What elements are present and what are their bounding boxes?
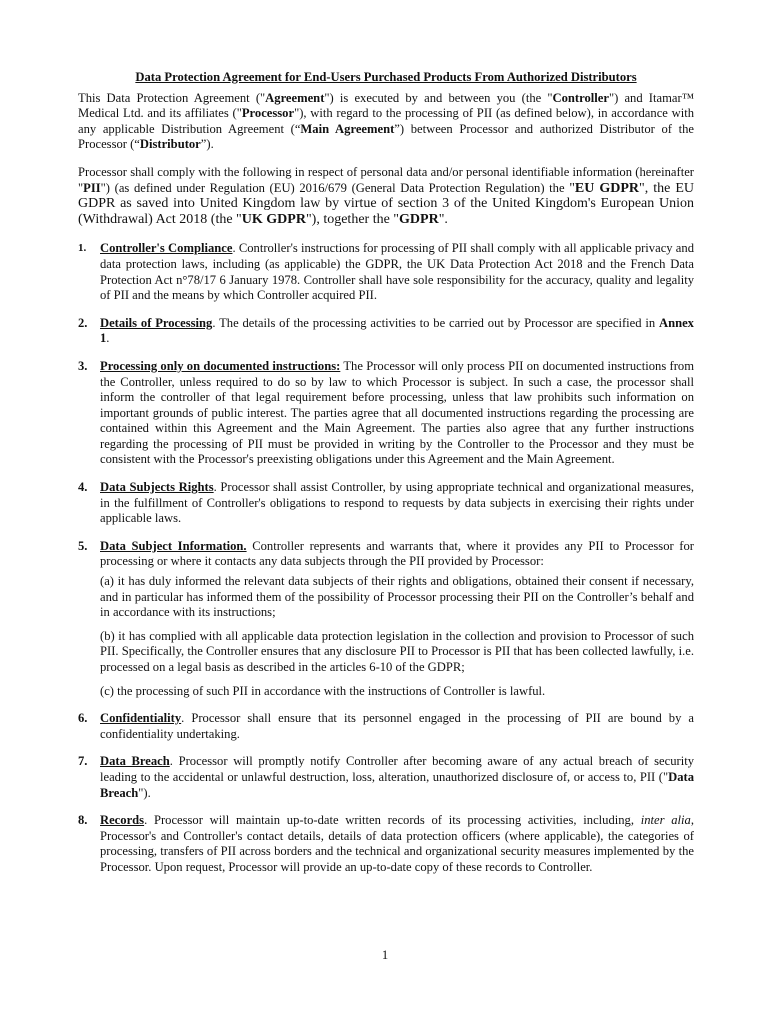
section-text: . Controller's instructions for processing of PII shall comply with all applicable privacy and data protection laws, including (as applicable) the GDPR, the UK Data Protection Act 2018 and the French Data Protection Act n°78/17 6 January 1978. Controller shall have sole responsibility for the accuracy, quality and legality of PII and the means by which Controller acquired PII. bbox=[100, 241, 694, 303]
intro-text: ". bbox=[438, 211, 448, 227]
subclause-b: (b) it has complied with all applicable data protection legislation in the collection and provision to Processor of such PII. Specifically, the Controller ensures that any disclosure PII to Processor is PII that has been collected lawfully, i.e. processed on a legal basis as described in the articles 6-10 of the GDPR; bbox=[100, 628, 694, 674]
section-text: "). bbox=[138, 785, 151, 800]
section-documented-instructions bbox=[78, 359, 694, 468]
section-body bbox=[100, 480, 694, 527]
section-controllers-compliance bbox=[78, 241, 694, 303]
intro-text: ”). bbox=[200, 137, 214, 152]
page-number: 1 bbox=[381, 948, 389, 962]
section-data-subject-information bbox=[78, 539, 694, 699]
section-text: . bbox=[106, 331, 110, 346]
intro-paragraph-2 bbox=[78, 165, 694, 227]
term-gdpr: GDPR bbox=[399, 211, 439, 227]
subclause-c: (c) the processing of such PII in accordance with the instructions of Controller is lawful. bbox=[100, 683, 546, 698]
section-number: 2. bbox=[78, 315, 88, 330]
term-agreement: Agreement bbox=[265, 90, 325, 105]
intro-text: "), together the " bbox=[305, 211, 400, 227]
section-heading: Data Subject Information. bbox=[100, 538, 247, 553]
term-pii: PII bbox=[83, 180, 101, 195]
section-data-subjects-rights bbox=[78, 480, 694, 527]
section-number: 8. bbox=[78, 813, 88, 828]
section-confidentiality bbox=[78, 711, 694, 742]
section-text: . Processor will promptly notify Controller after becoming aware of any actual breach of security leading to the accidental or unlawful destruction, loss, alteration, unauthorized disclosure of, or access to, PII (" bbox=[100, 754, 694, 784]
section-number: 1. bbox=[78, 242, 87, 255]
section-data-breach bbox=[78, 754, 694, 801]
term-uk-gdpr: UK GDPR bbox=[241, 211, 306, 227]
section-intro bbox=[100, 539, 694, 570]
section-body bbox=[100, 241, 694, 303]
section-heading: Details of Processing bbox=[100, 315, 213, 330]
term-main-agreement: Main Agreement bbox=[300, 121, 395, 136]
section-number: 4. bbox=[78, 480, 88, 495]
intro-text: ") and Itamar™ Medical Ltd. and its affiliates (" bbox=[78, 90, 694, 121]
term-controller: Controller bbox=[552, 90, 609, 105]
section-text: , Processor's and Controller's contact details, details of data protection officers (where applicable), the categories of processing, transfers of PII across borders and the technical and organizational security measures implemented by the Processor. Upon request, Processor will provide an up-to-date copy of these records to Controller. bbox=[100, 813, 695, 874]
section-text: . Processor shall ensure that its personnel engaged in the processing of PII are bound by a confidentiality undertaking. bbox=[100, 711, 694, 741]
section-text: . The details of the processing activities to be carried out by Processor are specified in bbox=[212, 315, 659, 330]
section-body bbox=[100, 813, 694, 875]
term-data-breach: Data Breach bbox=[100, 769, 694, 800]
intro-text: "), with regard to the processing of PII (as defined below), in accordance with any applicable Distribution Agreement (“ bbox=[78, 106, 695, 136]
section-body bbox=[100, 316, 694, 347]
section-details-of-processing bbox=[78, 316, 694, 347]
section-heading: Records bbox=[100, 813, 145, 828]
section-heading: Confidentiality bbox=[100, 711, 182, 726]
intro-text: ", the EU GDPR as saved into United Kingdom law by virtue of section 3 of the United Kingdom's European Union (Withdrawal) Act 2018 (the " bbox=[78, 180, 694, 227]
intro-text: ”) between Processor and authorized Distributor of the Processor (“ bbox=[78, 121, 694, 152]
section-heading: Data Subjects Rights bbox=[100, 480, 214, 495]
section-body bbox=[100, 754, 694, 801]
term-processor: Processor bbox=[241, 106, 295, 121]
section-number: 3. bbox=[78, 358, 88, 373]
section-body bbox=[100, 359, 694, 468]
section-records bbox=[78, 813, 694, 875]
intro-paragraph-1 bbox=[78, 91, 694, 153]
section-text: . Processor will maintain up-to-date written records of its processing activities, including, bbox=[144, 813, 641, 828]
section-text: The Processor will only process PII on documented instructions from the Controller, unless required to do so by law to which Processor is subject. In such a case, the processor shall inform the controller of that legal requirement before processing, unless that law prohibits such information on important grounds of public interest. The parties agree that all documented instructions regarding the processing are contained within this Agreement and the Main Agreement. The parties also agree that any further instructions regarding the processing of PII must be provided in writing by the Controller to the Processor and they must be consistent with the Processor's preexisting obligations under this Agreement and the Main Agreement. bbox=[100, 358, 694, 467]
subclause-a: (a) it has duly informed the relevant data subjects of their rights and obligations, obtained their consent if necessary, and in particular has informed them of the possibility of Processor processing their PII on the Controller’s behalf and in accordance with its instructions; bbox=[100, 574, 694, 620]
intro-text: Processor shall comply with the following in respect of personal data and/or personal identifiable information (hereinafter " bbox=[78, 164, 694, 195]
intro-text: ") (as defined under Regulation (EU) 2016/679 (General Data Protection Regulation) the bbox=[100, 180, 570, 195]
document-title: Data Protection Agreement for End-Users Purchased Products From Authorized Distributors bbox=[135, 70, 637, 84]
italic-term: inter alia bbox=[640, 813, 691, 828]
section-number: 5. bbox=[78, 538, 88, 553]
intro-text: ") is executed by and between you (the " bbox=[324, 90, 553, 105]
section-body bbox=[100, 711, 694, 742]
term-eu-gdpr: EU GDPR bbox=[574, 180, 640, 196]
section-number: 6. bbox=[78, 711, 88, 726]
annex-reference: Annex 1 bbox=[100, 315, 694, 346]
section-heading: Controller's Compliance bbox=[100, 241, 233, 256]
section-heading: Processing only on documented instructions: bbox=[100, 358, 341, 373]
section-body bbox=[100, 539, 694, 699]
section-number: 7. bbox=[78, 754, 88, 769]
section-text: . Processor shall assist Controller, by using appropriate technical and organizational measures, in the fulfillment of Controller's obligations to respond to requests by data subjects in exercising their rights under applicable laws. bbox=[100, 480, 694, 526]
term-distributor: Distributor bbox=[139, 137, 201, 152]
section-text: Controller represents and warrants that, where it provides any PII to Processor for processing or where it contacts any data subjects through the PII provided by Processor: bbox=[100, 538, 694, 569]
intro-text: " bbox=[569, 180, 575, 196]
intro-text: This Data Protection Agreement (" bbox=[78, 90, 266, 105]
section-heading: Data Breach bbox=[100, 754, 170, 769]
